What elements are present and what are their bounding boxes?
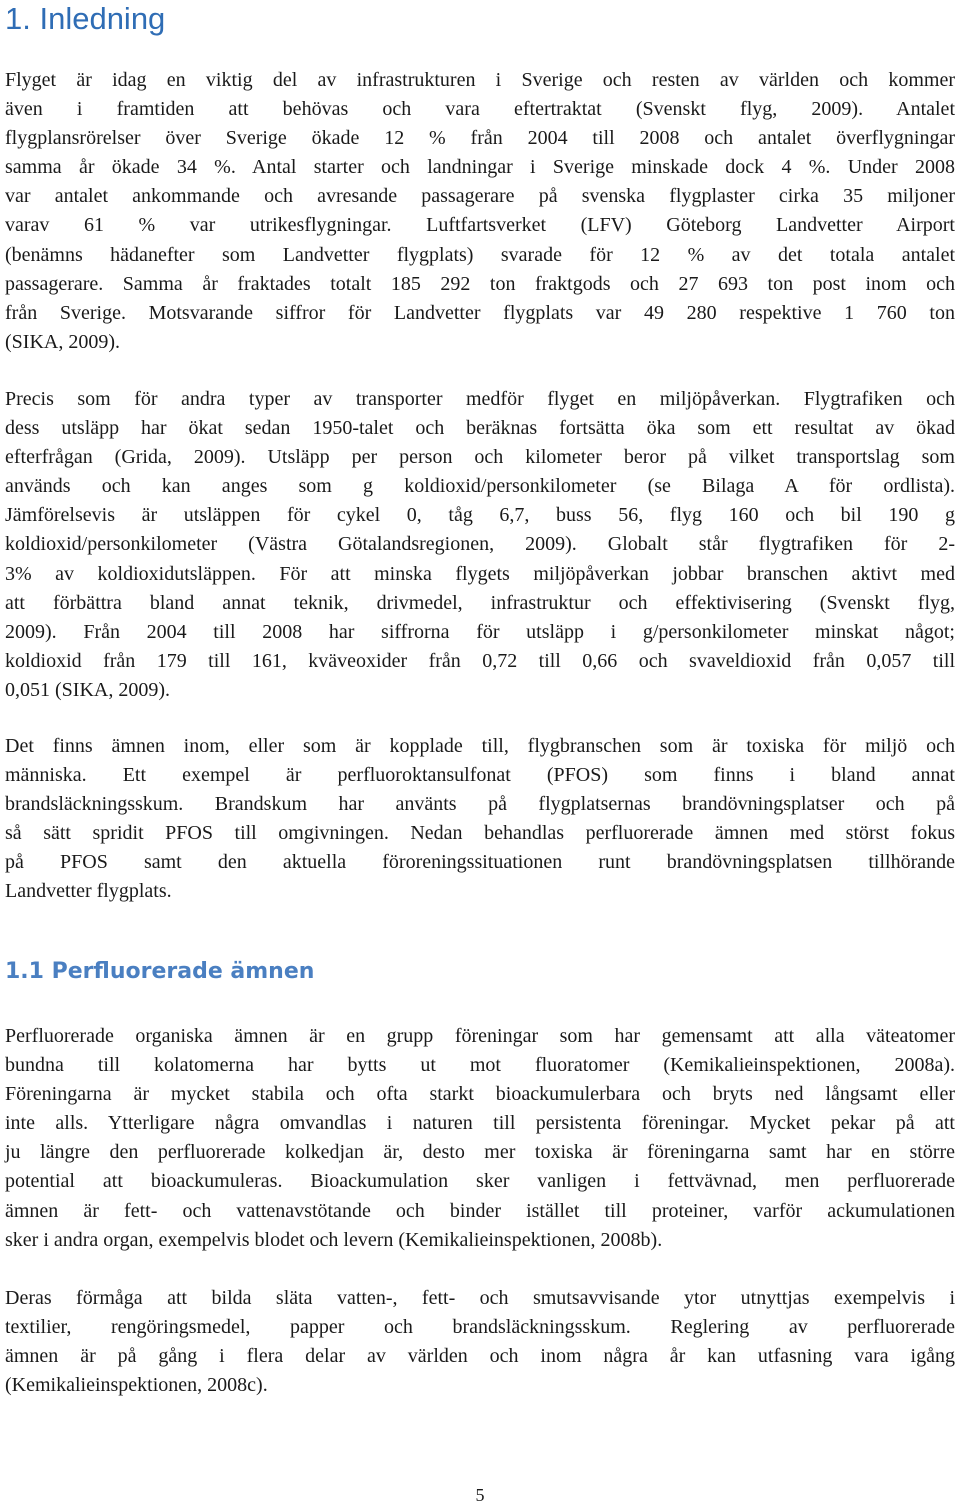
- paragraph-environmental-impact: [5, 385, 955, 705]
- text-line: flygplansrörelser över Sverige ökade 12 % från 2004 till 2008 och antalet överflygningar: [5, 127, 955, 150]
- paragraph-toxic-substances: [5, 732, 955, 907]
- text-line: passagerare. Samma år fraktades totalt 185 292 ton fraktgods och 27 693 ton post inom och: [5, 272, 955, 295]
- text-line: potential att bioackumuleras. Bioackumulation sker vanligen i fettvävnad, men perfluorerade: [5, 1170, 955, 1193]
- text-line: koldioxid/personkilometer (Västra Götalandsregionen, 2009). Globalt står flygtrafiken för 2-: [5, 533, 955, 556]
- text-line: så sätt spridit PFOS till omgivningen. Nedan behandlas perfluorerade ämnen med störst fokus: [5, 822, 955, 845]
- text-line: ämnen är på gång i flera delar av världen och inom några år kan utfasning vara igång: [5, 1345, 955, 1368]
- text-line: brandsläckningsskum. Brandskum har använts på flygplatsernas brandövningsplatser och på: [5, 793, 955, 816]
- paragraph-perfluorinated-definition: [5, 1022, 955, 1255]
- text-line: ämnen är fett- och vattenavstötande och binder istället till proteiner, varför ackumulationen: [5, 1199, 955, 1222]
- text-line: 2009). Från 2004 till 2008 har siffrorna för utsläpp i g/personkilometer minskat något;: [5, 620, 955, 643]
- subsection-heading: 1.1 Perfluorerade ämnen: [5, 959, 315, 984]
- page-number: 5: [475, 1485, 485, 1505]
- text-line: på PFOS samt den aktuella föroreningssituationen runt brandövningsplatsen tillhörande: [5, 851, 955, 874]
- text-line: Landvetter flygplats.: [5, 880, 172, 903]
- text-line: (benämns hädanefter som Landvetter flygplats) svarade för 12 % av det totala antalet: [5, 243, 955, 266]
- text-line: bundna till kolatomerna har bytts ut mot fluoratomer (Kemikalieinspektionen, 2008a).: [5, 1054, 955, 1077]
- text-line: människa. Ett exempel är perfluoroktansulfonat (PFOS) som finns i bland annat: [5, 764, 955, 787]
- text-line: samma år ökade 34 %. Antal starter och landningar i Sverige minskade dock 4 %. Under 2008: [5, 156, 955, 179]
- text-line: 0,051 (SIKA, 2009).: [5, 678, 170, 701]
- text-line: dess utsläpp har ökat sedan 1950-talet och beräknas fortsätta öka som ett resultat av ökad: [5, 417, 955, 440]
- text-line: efterfrågan (Grida, 2009). Utsläpp per person och kilometer beror på vilket transportslag som: [5, 446, 955, 469]
- text-line: Perfluorerade organiska ämnen är en grupp föreningar som har gemensamt att alla väteatomer: [5, 1025, 955, 1047]
- text-line: Deras förmåga att bilda släta vatten-, fett- och smutsavvisande ytor utnyttjas exempelvis i: [5, 1287, 955, 1309]
- text-line: Jämförelsevis är utsläppen för cykel 0, tåg 6,7, buss 56, flyg 160 och bil 190 g: [5, 504, 955, 527]
- text-line: textilier, rengöringsmedel, papper och brandsläckningsskum. Reglering av perfluorerade: [5, 1316, 955, 1339]
- text-line: att förbättra bland annat teknik, drivmedel, infrastruktur och effektivisering (Svenskt flyg,: [5, 591, 955, 614]
- text-line: även i framtiden att behövas och vara eftertraktat (Svenskt flyg, 2009). Antalet: [5, 98, 955, 121]
- text-line: Flyget är idag en viktig del av infrastrukturen i Sverige och resten av världen och kommer: [5, 69, 955, 91]
- text-line: ju längre den perfluorerade kolkedjan är, desto mer toxiska är föreningarna samt har en större: [5, 1141, 955, 1164]
- text-line: Föreningarna är mycket stabila och ofta starkt bioackumulerbara och bryts ned långsamt eller: [5, 1083, 955, 1106]
- text-line: var antalet ankommande och avresande passagerare på svenska flygplaster cirka 35 miljoner: [5, 185, 955, 208]
- text-line: varav 61 % var utrikesflygningar. Luftfartsverket (LFV) Göteborg Landvetter Airport: [5, 214, 955, 237]
- section-heading: 1. Inledning: [5, 1, 166, 36]
- text-line: (Kemikalieinspektionen, 2008c).: [5, 1374, 268, 1397]
- text-line: inte alls. Ytterligare några omvandlas i naturen till persistenta föreningar. Mycket pekar på att: [5, 1112, 955, 1135]
- text-line: Precis som för andra typer av transporter medför flyget en miljöpåverkan. Flygtrafiken och: [5, 388, 955, 410]
- text-line: sker i andra organ, exempelvis blodet och levern (Kemikalieinspektionen, 2008b).: [5, 1228, 663, 1251]
- text-line: 3% av koldioxidutsläppen. För att minska flygets miljöpåverkan jobbar branschen aktivt med: [5, 562, 955, 585]
- paragraph-aviation-intro: [5, 66, 955, 357]
- text-line: används och kan anges som g koldioxid/personkilometer (se Bilaga A för ordlista).: [5, 475, 955, 498]
- text-line: från Sverige. Motsvarande siffror för Landvetter flygplats var 49 280 respektive 1 760 ton: [5, 301, 955, 324]
- text-line: (SIKA, 2009).: [5, 330, 120, 353]
- paragraph-perfluorinated-uses: [5, 1284, 955, 1400]
- text-line: koldioxid från 179 till 161, kväveoxider från 0,72 till 0,66 och svaveldioxid från 0,057 till: [5, 649, 955, 672]
- text-line: Det finns ämnen inom, eller som är kopplade till, flygbranschen som är toxiska för miljö och: [5, 735, 955, 757]
